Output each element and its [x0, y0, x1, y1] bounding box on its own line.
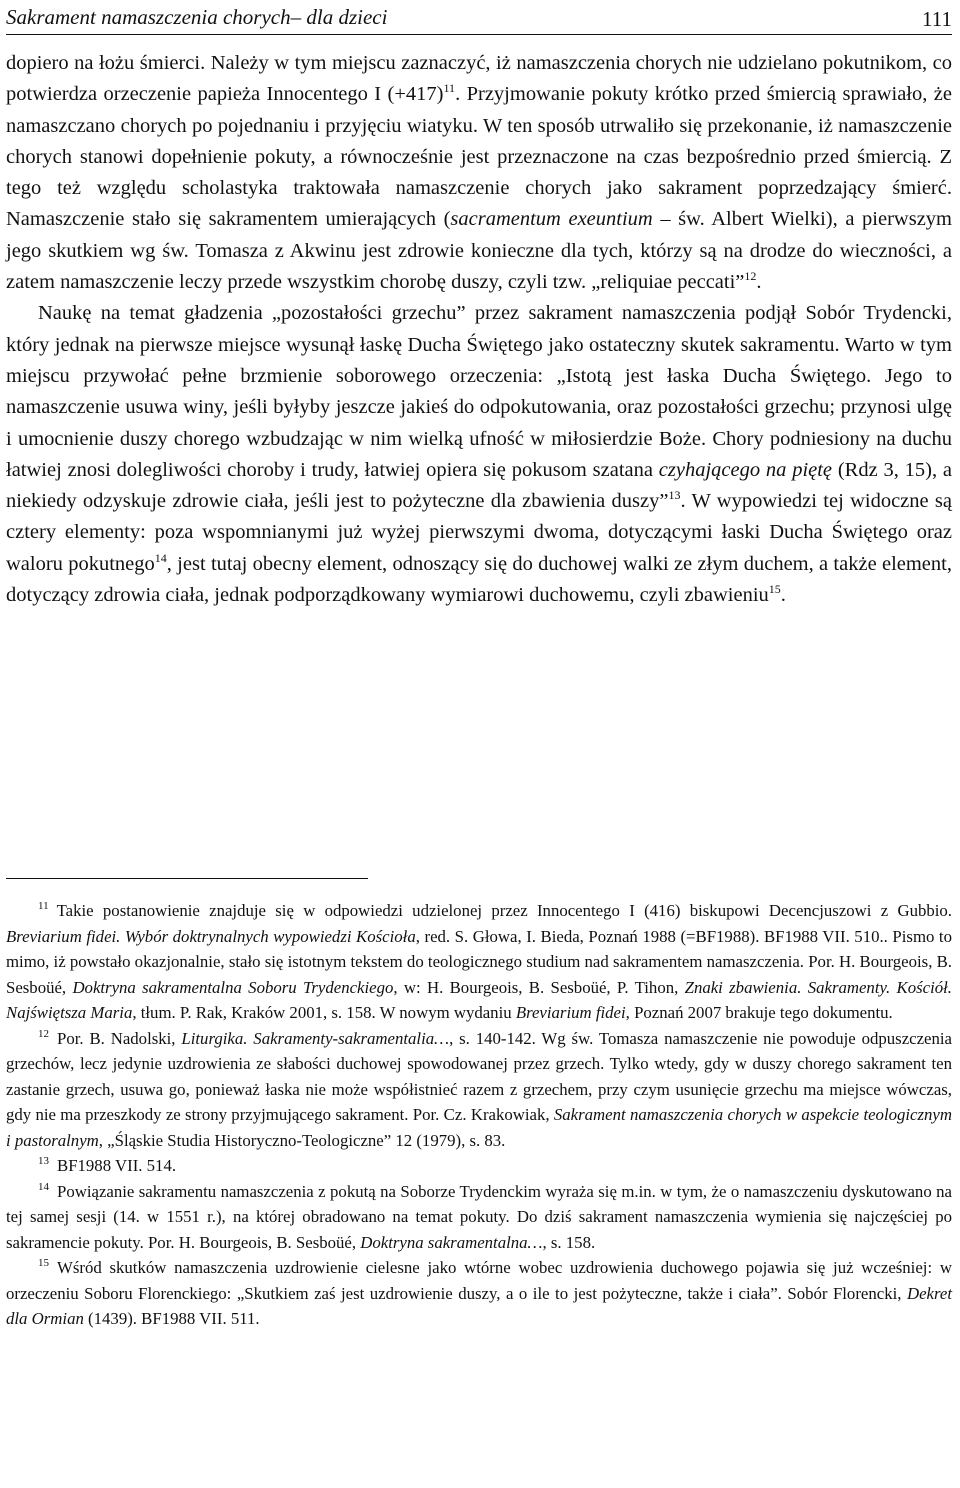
- footnote-ref-12[interactable]: 12: [744, 269, 757, 284]
- text-run: – św. Albert Wielki), a pierwszym jego skutkiem wg św. Tomasza z Akwinu jest zdrowie konieczne dla tych, którzy są na drodze do wieczności, a zatem namaszczenie leczy przede wszystkim chorobę duszy, czyli tzw. „reliquiae peccati”: [6, 208, 952, 294]
- text-run: dopiero na łożu śmierci. Należy w tym miejscu zaznaczyć, iż namaszczenia chorych nie udzielano pokutnikom, co potwierdza orzeczenie papieża Innocentego I (+417): [6, 52, 952, 106]
- footnote-14: [6, 1179, 952, 1256]
- text-run: .: [756, 271, 762, 294]
- footnote-ref-14[interactable]: 14: [154, 550, 167, 565]
- text-run: Powiązanie sakramentu namaszczenia z pokutą na Soborze Trydenckim wyraża się m.in. w tym, że o namaszczeniu dyskutowano na tej samej sesji (14. w 1551 r.), na której obradowano na temat pokuty. Do dziś sakrament namaszczenia wymienia się najczęściej po sakramencie pokuty. Por. H. Bourgeois, B. Sesboüé,: [6, 1181, 952, 1252]
- footnote-number: 14: [38, 1180, 49, 1193]
- footnote-ref-13[interactable]: 13: [668, 488, 681, 503]
- text-run: Por. B. Nadolski,: [57, 1028, 182, 1048]
- text-run: Naukę na temat gładzenia „pozostałości grzechu” przez sakrament namaszczenia podjął Sobór Trydencki, który jednak na pierwsze miejsce wysunął łaskę Ducha Świętego jako ostateczny skutek sakramentu. Warto w tym miejscu przywołać pełne brzmienie soborowego orzeczenia: „Istotą jest łaska Ducha Świętego. Jego to namaszczenie usuwa winy, jeśli byłyby jeszcze jakieś do odpokutowania, oraz pozostałości grzechu; przynosi ulgę i umocnienie duszy chorego wzbudzając w nim wielką ufność w miłosierdzie Boże. Chory podniesiony na duchu łatwiej znosi dolegliwości choroby i trudy, łatwiej opiera się pokusom szatana: [6, 302, 952, 481]
- text-run: Wśród skutków namaszczenia uzdrowienie cielesne jako wtórne wobec uzdrowienia duchowego pojawia się już wcześniej: w orzeczeniu Soboru Florenckiego: „Skutkiem zaś jest uzdrowienie duszy, a o ile to jest pożyteczne, także i ciała”. Sobór Florencki,: [6, 1258, 952, 1303]
- italic-title: Doktryna sakramentalna…: [360, 1232, 543, 1252]
- text-run: , jest tutaj obecny element, odnoszący się do duchowej walki ze złym duchem, a także element, dotyczący zdrowia ciała, jednak podporządkowany wymiarowi duchowemu, czyli zbawieniu: [6, 552, 952, 607]
- footnote-15: [6, 1255, 952, 1332]
- page-number: 111: [922, 7, 952, 31]
- text-run: , tłum. P. Rak, Kraków 2001, s. 158. W nowym wydaniu: [132, 1003, 516, 1022]
- italic-title: Sakrament namaszczenia chorych w aspekcie teologicznym i pastoralnym: [6, 1105, 952, 1150]
- text-run: (Rdz 3, 15), a niekiedy odzyskuje zdrowie ciała, jeśli jest to pożyteczne dla zbawienia duszy”: [6, 458, 952, 513]
- italic-term: sacramentum exeuntium: [450, 208, 653, 231]
- paragraph-1: [6, 48, 952, 298]
- footnote-number: 12: [38, 1027, 49, 1040]
- text-run: (1439). BF1988 VII. 511.: [83, 1309, 260, 1328]
- footnote-ref-11[interactable]: 11: [443, 81, 456, 96]
- footnote-13: [6, 1153, 952, 1179]
- footnote-11: [6, 898, 952, 1026]
- text-run: .: [780, 584, 786, 607]
- text-run: , s. 158.: [542, 1232, 596, 1252]
- footnote-number: 13: [38, 1155, 49, 1168]
- italic-title: Breviarium fidei: [515, 1003, 626, 1022]
- footnote-number: 11: [38, 900, 49, 913]
- paragraph-2: [6, 298, 952, 611]
- text-run: , red. S. Głowa, I. Bieda, Poznań 1988 (=BF1988). BF1988 VII. 510.. Pismo to mimo, iż powstało okazjonalnie, stało się istotnym tekstem do teologicznego studium nad sakramentem namaszczenia. Por. H. Bourgeois, B. Sesboüé,: [6, 926, 952, 997]
- text-run: , s. 140-142. Wg św. Tomasza namaszczenie nie powoduje odpuszczenia grzechów, lecz jedynie uzdrowienia ze słabości duchowej spowodowanej przez grzech. Tylko wtedy, gdy w duszy chorego sakrament ten zastanie grzech, usuwa go, ponieważ łaska nie może współistnieć razem z grzechem, przy czym usunięcie grzechu ma miejsce wówczas, gdy nie ma przeszkody ze strony przyjmującego sakrament. Por. Cz. Krakowiak,: [6, 1028, 952, 1124]
- italic-title: Znaki zbawienia. Sakramenty. Kościół. Najświętsza Maria: [6, 977, 952, 1022]
- text-run: . Przyjmowanie pokuty krótko przed śmiercią sprawiało, że namaszczano chorych po pojednaniu i przyjęciu wiatyku. W ten sposób utrwaliło się przekonanie, iż namaszczenie chorych stanowi dopełnienie pokuty, a równocześnie jest przeznaczone na czas bezpośrednio przed śmiercią. Z tego też względu scholastyka traktowała namaszczenie chorych jako sakrament poprzedzający śmierć. Namaszczenie stało się sakramentem umierających (: [6, 83, 952, 231]
- text-run: , „Śląskie Studia Historyczno-Teologiczne” 12 (1979), s. 83.: [98, 1130, 506, 1150]
- footnote-separator: [6, 878, 368, 879]
- italic-term: czyhającego na piętę: [658, 458, 833, 481]
- italic-title: Liturgika. Sakramenty-sakramentalia…: [181, 1028, 450, 1048]
- text-run: , w: H. Bourgeois, B. Sesboüé, P. Tihon,: [393, 977, 685, 997]
- italic-title: Doktryna sakramentalna Soboru Trydenckiego: [72, 977, 394, 997]
- text-run: . W wypowiedzi tej widoczne są cztery elementy: poza wspomnianymi już wyżej pierwszymi dwoma, dotyczącymi łaski Ducha Świętego oraz waloru pokutnego: [6, 490, 953, 575]
- italic-title: Dekret dla Ormian: [6, 1283, 952, 1328]
- italic-title: Breviarium fidei. Wybór doktrynalnych wypowiedzi Kościoła: [6, 926, 416, 946]
- text-run: , Poznań 2007 brakuje tego dokumentu.: [625, 1003, 893, 1022]
- running-header: [6, 4, 952, 35]
- footnotes: [6, 898, 952, 1332]
- footnote-12: [6, 1026, 952, 1154]
- footnote-number: 15: [38, 1257, 49, 1270]
- running-title: Sakrament namaszczenia chorych– dla dzieci: [6, 5, 388, 29]
- main-text: [6, 48, 952, 611]
- text-run: Takie postanowienie znajduje się w odpowiedzi udzielonej przez Innocentego I (416) biskupowi Decencjuszowi z Gubbio.: [56, 901, 952, 920]
- footnote-ref-15[interactable]: 15: [768, 582, 781, 597]
- text-run: BF1988 VII. 514.: [57, 1156, 177, 1175]
